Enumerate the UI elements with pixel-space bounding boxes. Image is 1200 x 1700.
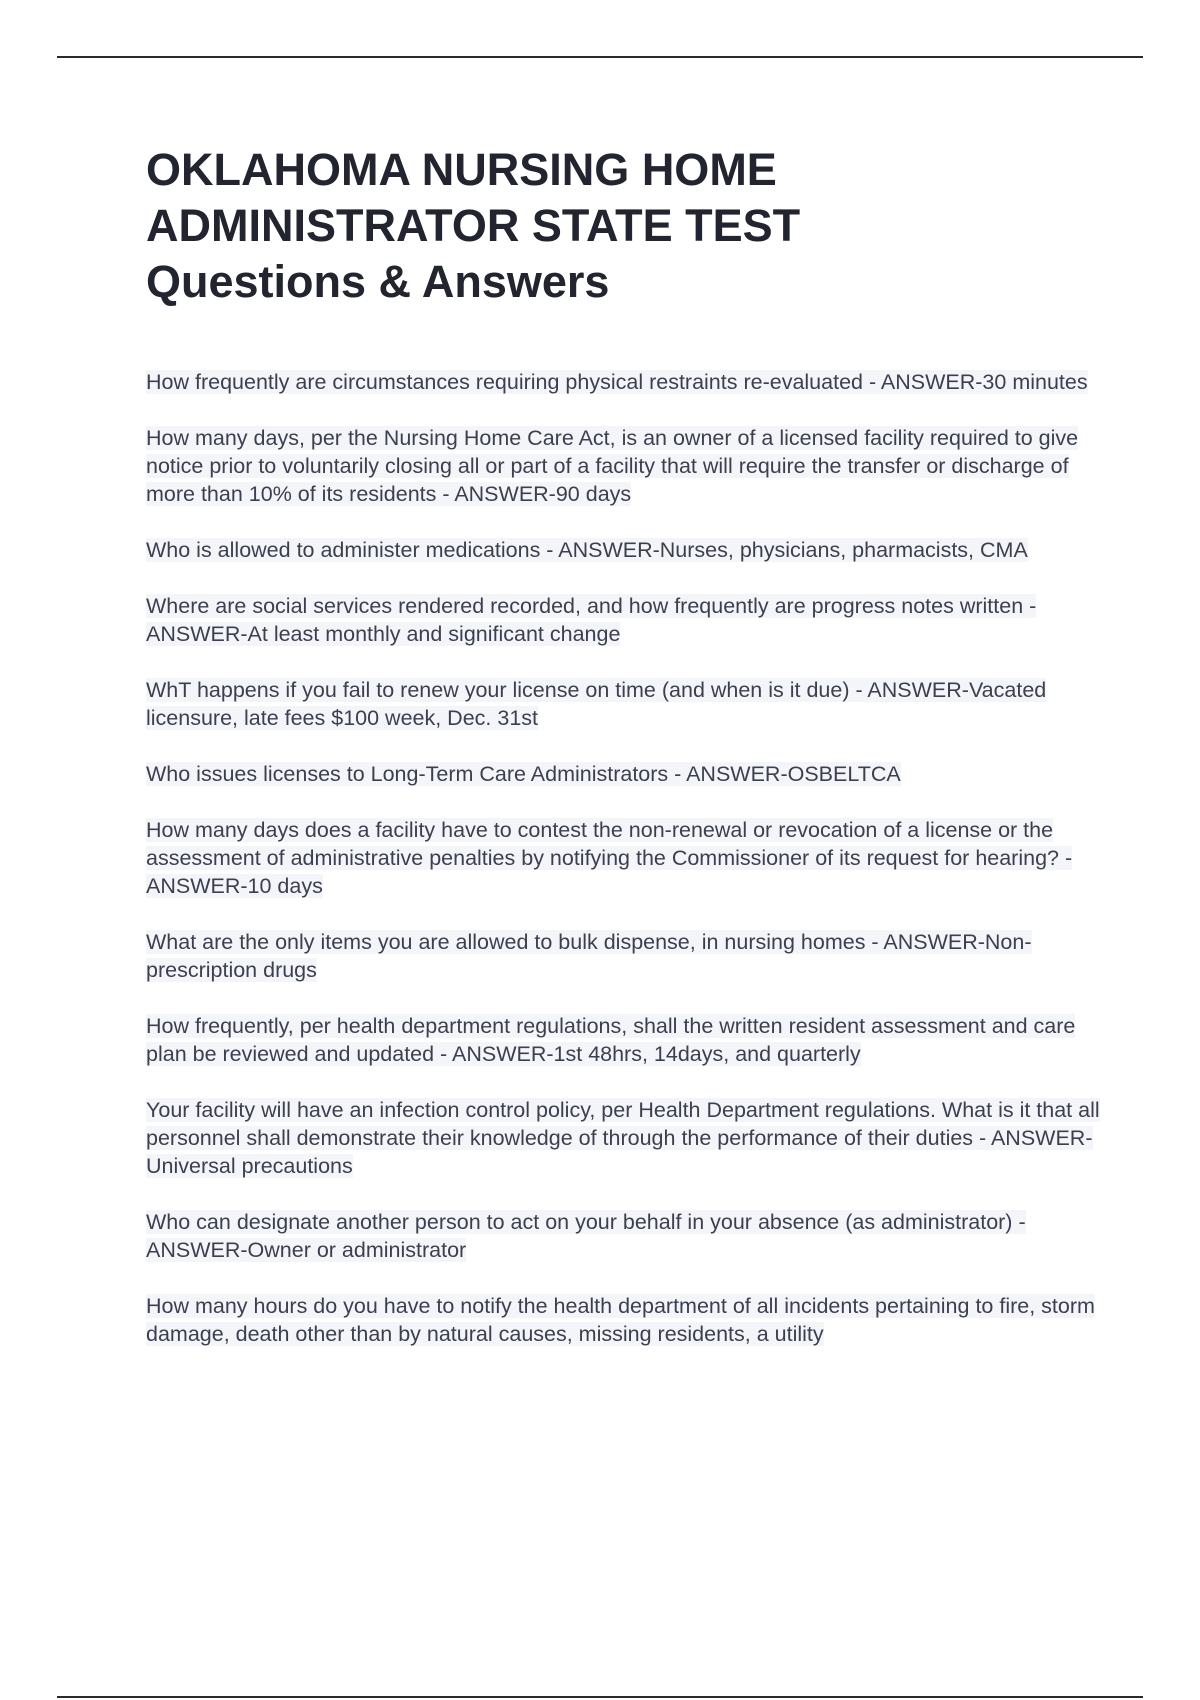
qa-text: Where are social services rendered recorded, and how frequently are progress notes written - ANSWER-At least monthly and significant change: [146, 594, 1037, 646]
qa-text: How many days, per the Nursing Home Care Act, is an owner of a licensed facility required to give notice prior to voluntarily closing all or part of a facility that will require the transfer or discharge of more than 10% of its residents - ANSWER-90 days: [146, 426, 1079, 506]
qa-text: WhT happens if you fail to renew your license on time (and when is it due) - ANSWER-Vacated licensure, late fees $100 week, Dec. 31st: [146, 678, 1047, 730]
qa-item: [146, 1208, 1106, 1264]
qa-item: [146, 676, 1106, 732]
qa-item: [146, 1012, 1106, 1068]
qa-list: [146, 368, 1106, 1376]
qa-text: How frequently, per health department regulations, shall the written resident assessment and care plan be reviewed and updated - ANSWER-1st 48hrs, 14days, and quarterly: [146, 1014, 1076, 1066]
qa-item: [146, 928, 1106, 984]
title-line: Questions & Answers: [146, 256, 610, 307]
qa-item: [146, 1292, 1106, 1348]
qa-text: How many days does a facility have to contest the non-renewal or revocation of a license or the assessment of administrative penalties by notifying the Commissioner of its request for hearing? - ANSWER-10 days: [146, 818, 1073, 898]
qa-item: [146, 424, 1106, 508]
qa-item: [146, 816, 1106, 900]
qa-text: Who can designate another person to act on your behalf in your absence (as administrator) - ANSWER-Owner or administrator: [146, 1210, 1026, 1262]
qa-text: How many hours do you have to notify the health department of all incidents pertaining to fire, storm damage, death other than by natural causes, missing residents, a utility: [146, 1294, 1095, 1346]
qa-item: [146, 592, 1106, 648]
qa-text: Who is allowed to administer medications - ANSWER-Nurses, physicians, pharmacists, CMA: [146, 538, 1028, 562]
qa-item: [146, 1096, 1106, 1180]
title-line: ADMINISTRATOR STATE TEST: [146, 200, 801, 251]
qa-text: Your facility will have an infection control policy, per Health Department regulations. What is it that all personnel shall demonstrate their knowledge of through the performance of their duties - ANSWER-Universal precautions: [146, 1098, 1100, 1178]
qa-text: Who issues licenses to Long-Term Care Administrators - ANSWER-OSBELTCA: [146, 762, 901, 786]
qa-item: [146, 368, 1106, 396]
qa-text: How frequently are circumstances requiring physical restraints re-evaluated - ANSWER-30 minutes: [146, 370, 1088, 394]
title-line: OKLAHOMA NURSING HOME: [146, 144, 777, 195]
qa-text: What are the only items you are allowed to bulk dispense, in nursing homes - ANSWER-Non-prescription drugs: [146, 930, 1032, 982]
header-divider: [57, 56, 1143, 58]
footer-divider: [57, 1696, 1143, 1698]
qa-item: [146, 536, 1106, 564]
document-title: [146, 142, 1106, 310]
qa-item: [146, 760, 1106, 788]
